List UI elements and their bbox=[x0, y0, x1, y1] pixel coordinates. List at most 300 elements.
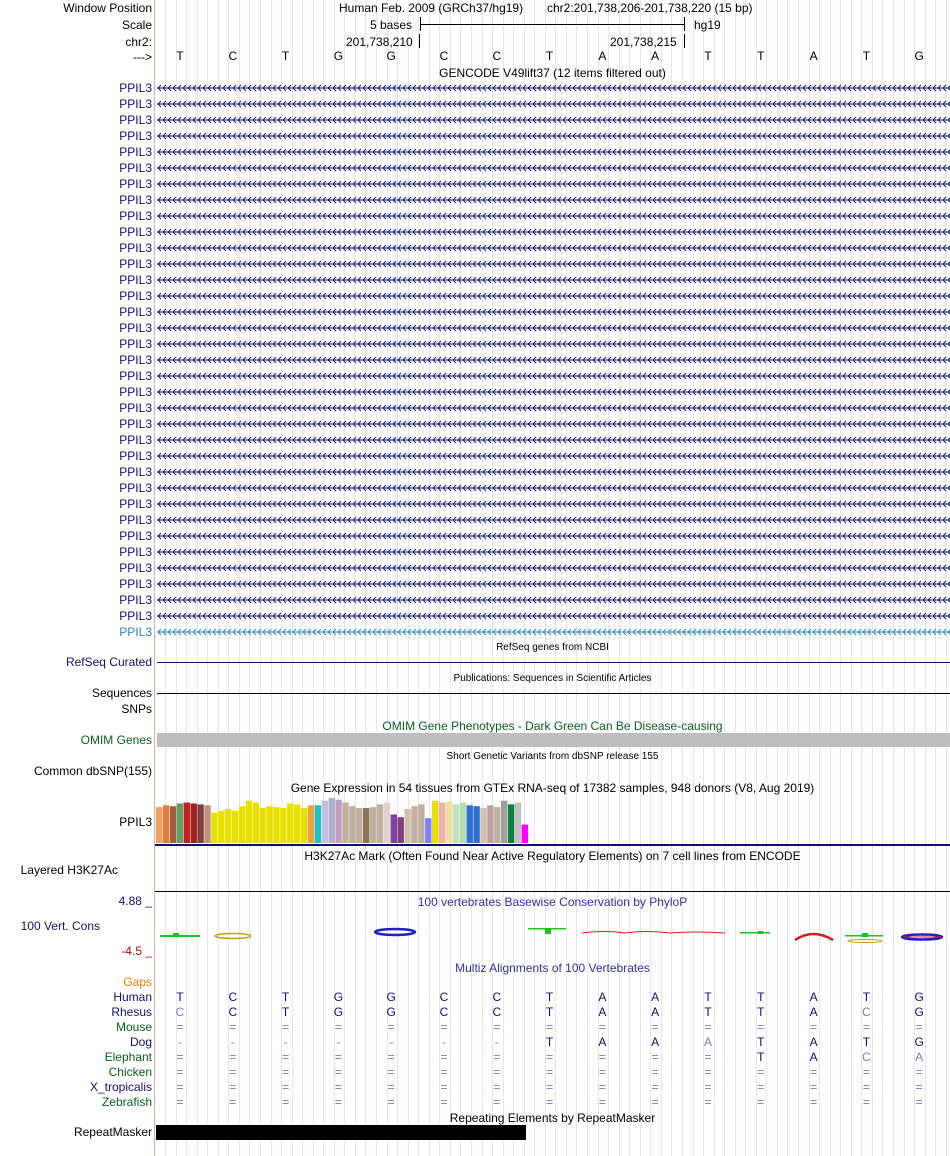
alignment-base: = bbox=[546, 1050, 554, 1064]
alignment-base: = bbox=[176, 1080, 184, 1094]
base-letter: T bbox=[281, 49, 290, 63]
gtex-tissue-bar[interactable] bbox=[232, 811, 238, 843]
gtex-tissue-bar[interactable] bbox=[467, 805, 473, 843]
alignment-base: - bbox=[336, 1035, 341, 1049]
alignment-base: = bbox=[334, 1080, 342, 1094]
dbsnp-title: Short Genetic Variants from dbSNP release 155 bbox=[446, 751, 659, 762]
scale-label: Scale bbox=[121, 18, 152, 32]
alignment-base: = bbox=[651, 1080, 659, 1094]
gtex-tissue-bar[interactable] bbox=[218, 811, 224, 843]
gtex-tissue-bar[interactable] bbox=[266, 806, 272, 843]
scale-text: 5 bases bbox=[370, 18, 413, 32]
omim-feature[interactable] bbox=[157, 733, 950, 747]
gencode-transcript[interactable] bbox=[155, 128, 950, 144]
gtex-tissue-bar[interactable] bbox=[329, 798, 335, 843]
alignment-base: = bbox=[810, 1095, 818, 1109]
alignment-base: T bbox=[545, 990, 554, 1004]
alignment-base: = bbox=[176, 1095, 184, 1109]
gtex-tissue-bar[interactable] bbox=[156, 807, 162, 843]
publications-title: Publications: Sequences in Scientific Articles bbox=[453, 673, 652, 684]
gencode-transcript[interactable] bbox=[155, 608, 950, 624]
gtex-tissue-bar[interactable] bbox=[170, 806, 176, 843]
gencode-gene-label[interactable]: PPIL3 bbox=[119, 273, 152, 287]
gencode-transcript[interactable] bbox=[155, 112, 950, 128]
gtex-tissue-bar[interactable] bbox=[473, 806, 479, 843]
base-letter: G bbox=[914, 49, 924, 63]
gtex-tissue-bar[interactable] bbox=[225, 809, 231, 843]
alignment-base: = bbox=[651, 1050, 659, 1064]
gtex-tissue-bar[interactable] bbox=[239, 806, 245, 843]
gencode-transcript[interactable] bbox=[155, 336, 950, 352]
gencode-gene-label[interactable]: PPIL3 bbox=[119, 289, 152, 303]
gtex-bar-chart[interactable] bbox=[155, 797, 950, 847]
alignment-base: = bbox=[704, 1050, 712, 1064]
cons-glyph bbox=[582, 932, 725, 934]
gtex-tissue-bar[interactable] bbox=[273, 807, 279, 843]
alignment-base: C bbox=[439, 1005, 449, 1019]
alignment-base: G bbox=[386, 1005, 396, 1019]
coord-right: 201,738,215 bbox=[610, 35, 677, 49]
alignment-base: = bbox=[387, 1095, 395, 1109]
alignment-base: A bbox=[809, 990, 818, 1004]
alignment-base: = bbox=[282, 1020, 290, 1034]
alignment-base: = bbox=[862, 1095, 870, 1109]
gencode-transcript[interactable] bbox=[155, 560, 950, 576]
base-letter: A bbox=[598, 49, 607, 63]
gencode-gene-label[interactable]: PPIL3 bbox=[119, 513, 152, 527]
alignment-base: = bbox=[546, 1020, 554, 1034]
gencode-gene-label[interactable]: PPIL3 bbox=[119, 81, 152, 95]
alignment-base: = bbox=[598, 1065, 606, 1079]
alignment-base: T bbox=[757, 1035, 765, 1049]
gencode-transcript[interactable] bbox=[155, 288, 950, 304]
gtex-tissue-bar[interactable] bbox=[508, 804, 514, 843]
alignment-base: = bbox=[598, 1095, 606, 1109]
alignment-base: = bbox=[757, 1080, 765, 1094]
alignment-base: = bbox=[810, 1080, 818, 1094]
alignment-base: C bbox=[228, 1005, 238, 1019]
gtex-tissue-bar[interactable] bbox=[163, 805, 169, 843]
coord-right-tick bbox=[684, 34, 685, 48]
gencode-transcript[interactable] bbox=[155, 160, 950, 176]
alignment-base: = bbox=[915, 1080, 923, 1094]
gencode-transcript[interactable] bbox=[155, 576, 950, 592]
base-letter: A bbox=[651, 49, 660, 63]
base-letter: T bbox=[704, 49, 712, 63]
gencode-transcript[interactable] bbox=[155, 256, 950, 272]
cons-label[interactable]: 100 Vert. Cons bbox=[20, 919, 100, 933]
gencode-transcript[interactable] bbox=[155, 512, 950, 528]
cons-glyph bbox=[862, 933, 868, 937]
refseq-label[interactable]: RefSeq Curated bbox=[65, 655, 152, 669]
alignment-base: = bbox=[334, 1095, 342, 1109]
alignment-base: = bbox=[546, 1065, 554, 1079]
gencode-transcript[interactable] bbox=[155, 80, 950, 96]
alignment-base: G bbox=[914, 1005, 924, 1019]
gencode-transcript[interactable] bbox=[155, 496, 950, 512]
alignment-base: T bbox=[862, 1035, 871, 1049]
gencode-transcript[interactable] bbox=[155, 384, 950, 400]
dbsnp-label[interactable]: Common dbSNP(155) bbox=[33, 764, 152, 778]
alignment-base: = bbox=[229, 1050, 237, 1064]
gencode-transcript[interactable] bbox=[155, 320, 950, 336]
alignment-base: T bbox=[757, 1050, 765, 1064]
alignment-base: T bbox=[176, 990, 184, 1004]
alignment-base: = bbox=[810, 1065, 818, 1079]
gencode-gene-label[interactable]: PPIL3 bbox=[119, 385, 152, 399]
alignment-base: = bbox=[546, 1095, 554, 1109]
base-letter: G bbox=[386, 49, 396, 63]
gencode-transcript[interactable] bbox=[155, 224, 950, 240]
alignment-base: = bbox=[493, 1065, 501, 1079]
gencode-gene-label[interactable]: PPIL3 bbox=[119, 449, 152, 463]
alignment-base: = bbox=[334, 1020, 342, 1034]
sequences-label[interactable]: Sequences bbox=[91, 686, 152, 700]
gencode-gene-label[interactable]: PPIL3 bbox=[119, 481, 152, 495]
gencode-transcript[interactable] bbox=[155, 528, 950, 544]
gtex-tissue-bar[interactable] bbox=[487, 805, 493, 843]
gtex-tissue-bar[interactable] bbox=[494, 807, 500, 843]
alignment-base: A bbox=[598, 1005, 607, 1019]
alignment-base: = bbox=[440, 1095, 448, 1109]
gencode-gene-label[interactable]: PPIL3 bbox=[119, 177, 152, 191]
alignment-base: T bbox=[545, 1035, 554, 1049]
alignment-base: = bbox=[598, 1020, 606, 1034]
gtex-tissue-bar[interactable] bbox=[453, 804, 459, 843]
gencode-gene-label[interactable]: PPIL3 bbox=[119, 161, 152, 175]
alignment-base: = bbox=[229, 1065, 237, 1079]
gencode-title: GENCODE V49lift37 (12 items filtered out) bbox=[439, 66, 666, 80]
alignment-base: = bbox=[598, 1050, 606, 1064]
base-letter: C bbox=[228, 49, 238, 63]
gencode-transcript[interactable] bbox=[155, 624, 950, 640]
alignment-base: = bbox=[757, 1065, 765, 1079]
gtex-tissue-bar[interactable] bbox=[356, 808, 362, 843]
gtex-tissue-bar[interactable] bbox=[398, 817, 404, 843]
gtex-tissue-bar[interactable] bbox=[191, 803, 197, 843]
species-label: Dog bbox=[129, 1035, 152, 1049]
gencode-transcript[interactable] bbox=[155, 432, 950, 448]
gencode-transcript[interactable] bbox=[155, 400, 950, 416]
alignment-base: - bbox=[178, 1035, 182, 1049]
gencode-gene-label[interactable]: PPIL3 bbox=[119, 401, 152, 415]
species-label: Elephant bbox=[104, 1050, 152, 1064]
alignment-base: = bbox=[334, 1050, 342, 1064]
gtex-tissue-bar[interactable] bbox=[349, 806, 355, 843]
alignment-base: = bbox=[493, 1080, 501, 1094]
gencode-transcript[interactable] bbox=[155, 544, 950, 560]
gtex-tissue-bar[interactable] bbox=[377, 804, 383, 843]
alignment-base: T bbox=[862, 990, 871, 1004]
gtex-title: Gene Expression in 54 tissues from GTEx RNA-seq of 17382 samples, 948 donors (V8, Aug 2019) bbox=[290, 781, 815, 795]
alignment-base: = bbox=[387, 1050, 395, 1064]
alignment-base: A bbox=[598, 1035, 607, 1049]
gtex-tissue-bar[interactable] bbox=[404, 809, 410, 843]
gencode-gene-label[interactable]: PPIL3 bbox=[119, 321, 152, 335]
gencode-transcript[interactable] bbox=[155, 304, 950, 320]
alignment-base: C bbox=[228, 990, 238, 1004]
alignment-base: = bbox=[176, 1020, 184, 1034]
h3k27ac-label[interactable]: Layered H3K27Ac bbox=[20, 863, 118, 877]
gencode-transcript[interactable] bbox=[155, 240, 950, 256]
gencode-transcript[interactable] bbox=[155, 464, 950, 480]
gtex-tissue-bar[interactable] bbox=[411, 806, 417, 843]
gtex-tissue-bar[interactable] bbox=[522, 825, 528, 843]
gtex-tissue-bar[interactable] bbox=[280, 808, 286, 843]
cons-logo-glyphs[interactable] bbox=[155, 922, 950, 944]
alignment-base: - bbox=[442, 1035, 446, 1049]
gencode-gene-label[interactable]: PPIL3 bbox=[119, 305, 152, 319]
alignment-base: = bbox=[440, 1065, 448, 1079]
alignment-base: T bbox=[757, 1005, 765, 1019]
refseq-feature[interactable] bbox=[157, 662, 950, 663]
alignment-base: C bbox=[492, 1005, 502, 1019]
gtex-tissue-bar[interactable] bbox=[335, 800, 341, 843]
label-divider bbox=[154, 0, 155, 1156]
h3k27ac-title: H3K27Ac Mark (Often Found Near Active Regulatory Elements) on 7 cell lines from ENCODE bbox=[304, 849, 801, 863]
publications-feature[interactable] bbox=[157, 693, 950, 694]
gencode-gene-label[interactable]: PPIL3 bbox=[119, 529, 152, 543]
gtex-tissue-bar[interactable] bbox=[501, 801, 507, 843]
species-label: Zebrafish bbox=[101, 1095, 152, 1109]
alignment-base: T bbox=[545, 1005, 554, 1019]
gtex-tissue-bar[interactable] bbox=[391, 814, 397, 843]
gencode-gene-label[interactable]: PPIL3 bbox=[119, 625, 152, 639]
gencode-gene-label[interactable]: PPIL3 bbox=[119, 129, 152, 143]
gtex-tissue-bar[interactable] bbox=[177, 803, 183, 843]
gtex-tissue-bar[interactable] bbox=[432, 801, 438, 843]
gtex-tissue-bar[interactable] bbox=[197, 804, 203, 843]
gencode-transcript[interactable] bbox=[155, 192, 950, 208]
gencode-gene-label[interactable]: PPIL3 bbox=[119, 209, 152, 223]
species-label: Human bbox=[113, 990, 152, 1004]
gtex-tissue-bar[interactable] bbox=[204, 805, 210, 843]
gtex-tissue-bar[interactable] bbox=[322, 801, 328, 843]
cons-glyph bbox=[173, 933, 179, 937]
gencode-transcript[interactable] bbox=[155, 592, 950, 608]
omim-title: OMIM Gene Phenotypes - Dark Green Can Be Disease-causing bbox=[382, 719, 723, 733]
alignment-base: A bbox=[915, 1050, 924, 1064]
gencode-gene-label[interactable]: PPIL3 bbox=[119, 369, 152, 383]
alignment-base: = bbox=[651, 1095, 659, 1109]
gencode-gene-label[interactable]: PPIL3 bbox=[119, 465, 152, 479]
repeatmasker-label[interactable]: RepeatMasker bbox=[73, 1125, 152, 1139]
cons-glyph bbox=[740, 932, 770, 934]
gencode-gene-label[interactable]: PPIL3 bbox=[119, 113, 152, 127]
omim-label[interactable]: OMIM Genes bbox=[80, 733, 152, 747]
gtex-tissue-bar[interactable] bbox=[287, 803, 293, 843]
species-label: Chicken bbox=[108, 1065, 152, 1079]
gtex-tissue-bar[interactable] bbox=[308, 805, 314, 843]
gtex-tissue-bar[interactable] bbox=[184, 803, 190, 843]
snps-label[interactable]: SNPs bbox=[121, 702, 152, 716]
gencode-gene-label[interactable]: PPIL3 bbox=[119, 225, 152, 239]
gencode-gene-label[interactable]: PPIL3 bbox=[119, 577, 152, 591]
gtex-tissue-bar[interactable] bbox=[370, 807, 376, 843]
base-letter: T bbox=[545, 49, 554, 63]
cons-ymin-label: -4.5 _ bbox=[121, 944, 152, 958]
alignment-base: - bbox=[230, 1035, 235, 1049]
alignment-base: C bbox=[862, 1050, 871, 1064]
gencode-transcript[interactable] bbox=[155, 368, 950, 384]
gtex-tissue-bar[interactable] bbox=[418, 804, 424, 843]
alignment-base: = bbox=[229, 1020, 237, 1034]
gencode-gene-label[interactable]: PPIL3 bbox=[119, 593, 152, 607]
alignment-base: G bbox=[914, 990, 924, 1004]
gencode-transcript[interactable] bbox=[155, 176, 950, 192]
base-letter: C bbox=[492, 49, 502, 63]
scale-bar-right-tick bbox=[684, 17, 685, 31]
alignment-base: = bbox=[440, 1050, 448, 1064]
cons-glyph bbox=[375, 929, 415, 935]
alignment-base: = bbox=[651, 1065, 659, 1079]
alignment-base: A bbox=[651, 1035, 660, 1049]
gencode-transcript[interactable] bbox=[155, 352, 950, 368]
scale-bar-left-tick bbox=[420, 17, 421, 31]
alignment-base: = bbox=[176, 1065, 184, 1079]
gtex-tissue-bar[interactable] bbox=[246, 801, 252, 843]
alignment-base: = bbox=[915, 1095, 923, 1109]
gtex-tissue-bar[interactable] bbox=[315, 805, 321, 843]
alignment-base: = bbox=[651, 1020, 659, 1034]
gencode-transcript[interactable] bbox=[155, 208, 950, 224]
gencode-gene-label[interactable]: PPIL3 bbox=[119, 545, 152, 559]
gencode-transcript[interactable] bbox=[155, 416, 950, 432]
alignment-base: G bbox=[333, 990, 344, 1004]
cons-glyph bbox=[215, 934, 251, 939]
gencode-gene-label[interactable]: PPIL3 bbox=[119, 433, 152, 447]
alignment-base: = bbox=[546, 1080, 554, 1094]
gencode-gene-label[interactable]: PPIL3 bbox=[119, 97, 152, 111]
alignment-base: - bbox=[389, 1035, 394, 1049]
gencode-gene-label[interactable]: PPIL3 bbox=[119, 337, 152, 351]
repeatmasker-title: Repeating Elements by RepeatMasker bbox=[449, 1111, 656, 1125]
gencode-gene-label[interactable]: PPIL3 bbox=[119, 193, 152, 207]
gtex-tissue-bar[interactable] bbox=[260, 808, 266, 843]
gtex-tissue-bar[interactable] bbox=[301, 808, 307, 843]
alignment-base: = bbox=[282, 1095, 290, 1109]
gencode-gene-label[interactable]: PPIL3 bbox=[119, 417, 152, 431]
gencode-gene-label[interactable]: PPIL3 bbox=[119, 609, 152, 623]
coord-left: 201,738,210 bbox=[346, 35, 413, 49]
gtex-tissue-bar[interactable] bbox=[384, 803, 390, 843]
alignment-base: = bbox=[440, 1020, 448, 1034]
alignment-base: A bbox=[598, 990, 607, 1004]
gencode-gene-label[interactable]: PPIL3 bbox=[119, 353, 152, 367]
alignment-base: = bbox=[229, 1080, 237, 1094]
alignment-base: = bbox=[862, 1080, 870, 1094]
alignment-base: = bbox=[387, 1020, 395, 1034]
alignment-base: = bbox=[176, 1050, 184, 1064]
alignment-base: = bbox=[704, 1020, 712, 1034]
alignment-base: C bbox=[439, 990, 449, 1004]
alignment-base: = bbox=[387, 1080, 395, 1094]
multiz-title: Multiz Alignments of 100 Vertebrates bbox=[455, 961, 650, 975]
cons-ymax-label: 4.88 _ bbox=[118, 894, 152, 908]
h3k27ac-baseline bbox=[155, 891, 950, 892]
alignment-base: = bbox=[440, 1080, 448, 1094]
gtex-tissue-bar[interactable] bbox=[425, 818, 431, 843]
scale-bar bbox=[420, 24, 684, 25]
alignment-base: C bbox=[492, 990, 502, 1004]
alignment-base: T bbox=[704, 1005, 712, 1019]
alignment-base: - bbox=[494, 1035, 499, 1049]
alignment-base: = bbox=[915, 1020, 923, 1034]
cons-title: 100 vertebrates Basewise Conservation by PhyloP bbox=[417, 895, 688, 909]
alignment-base: G bbox=[333, 1005, 344, 1019]
gencode-transcript[interactable] bbox=[155, 272, 950, 288]
alignment-base: = bbox=[704, 1065, 712, 1079]
gtex-tissue-bar[interactable] bbox=[515, 803, 521, 843]
alignment-base: = bbox=[493, 1095, 501, 1109]
alignment-base: = bbox=[757, 1020, 765, 1034]
alignment-base: T bbox=[757, 990, 765, 1004]
cons-glyph bbox=[848, 940, 882, 943]
cons-glyph bbox=[160, 935, 200, 937]
species-label: Rhesus bbox=[111, 1005, 152, 1019]
species-label: X_tropicalis bbox=[89, 1080, 152, 1094]
gencode-transcript[interactable] bbox=[155, 480, 950, 496]
alignment-base: = bbox=[493, 1020, 501, 1034]
alignment-base: A bbox=[809, 1035, 818, 1049]
assembly-text: Human Feb. 2009 (GRCh37/hg19) bbox=[339, 1, 524, 15]
gtex-tissue-bar[interactable] bbox=[294, 804, 300, 843]
repeatmasker-feature[interactable] bbox=[156, 1125, 526, 1140]
gtex-tissue-bar[interactable] bbox=[363, 808, 369, 843]
alignment-base: T bbox=[704, 990, 712, 1004]
gtex-tissue-bar[interactable] bbox=[460, 803, 466, 843]
alignment-base: = bbox=[282, 1065, 290, 1079]
gtex-tissue-bar[interactable] bbox=[342, 803, 348, 843]
gencode-gene-label[interactable]: PPIL3 bbox=[119, 145, 152, 159]
base-letter: T bbox=[757, 49, 765, 63]
gtex-tissue-bar[interactable] bbox=[439, 803, 445, 843]
gtex-label[interactable]: PPIL3 bbox=[119, 815, 152, 829]
base-letter: C bbox=[439, 49, 449, 63]
alignment-base: A bbox=[651, 1005, 660, 1019]
gtex-tissue-bar[interactable] bbox=[446, 802, 452, 843]
alignment-base: - bbox=[283, 1035, 288, 1049]
alignment-base: = bbox=[915, 1065, 923, 1079]
gtex-tissue-bar[interactable] bbox=[480, 808, 486, 843]
alignment-base: = bbox=[704, 1080, 712, 1094]
gencode-gene-label[interactable]: PPIL3 bbox=[119, 497, 152, 511]
alignment-base: = bbox=[282, 1080, 290, 1094]
alignment-base: C bbox=[862, 1005, 871, 1019]
alignment-base: = bbox=[334, 1065, 342, 1079]
base-letter: A bbox=[809, 49, 818, 63]
gencode-gene-label[interactable]: PPIL3 bbox=[119, 257, 152, 271]
gencode-gene-label[interactable]: PPIL3 bbox=[119, 561, 152, 575]
gencode-transcript[interactable] bbox=[155, 448, 950, 464]
base-letter: T bbox=[862, 49, 871, 63]
alignment-base: A bbox=[809, 1050, 818, 1064]
alignment-base: = bbox=[598, 1080, 606, 1094]
alignment-base: T bbox=[281, 1005, 290, 1019]
gtex-tissue-bar[interactable] bbox=[253, 803, 259, 843]
alignment-base: = bbox=[229, 1095, 237, 1109]
gencode-transcript[interactable] bbox=[155, 96, 950, 112]
gencode-transcript[interactable] bbox=[155, 144, 950, 160]
track-area bbox=[155, 0, 950, 1156]
alignment-base: = bbox=[862, 1065, 870, 1079]
gtex-tissue-bar[interactable] bbox=[211, 813, 217, 843]
alignment-base: A bbox=[651, 990, 660, 1004]
gencode-gene-label[interactable]: PPIL3 bbox=[119, 241, 152, 255]
alignment-base: = bbox=[493, 1050, 501, 1064]
alignment-base: = bbox=[704, 1095, 712, 1109]
base-letter: G bbox=[333, 49, 344, 63]
